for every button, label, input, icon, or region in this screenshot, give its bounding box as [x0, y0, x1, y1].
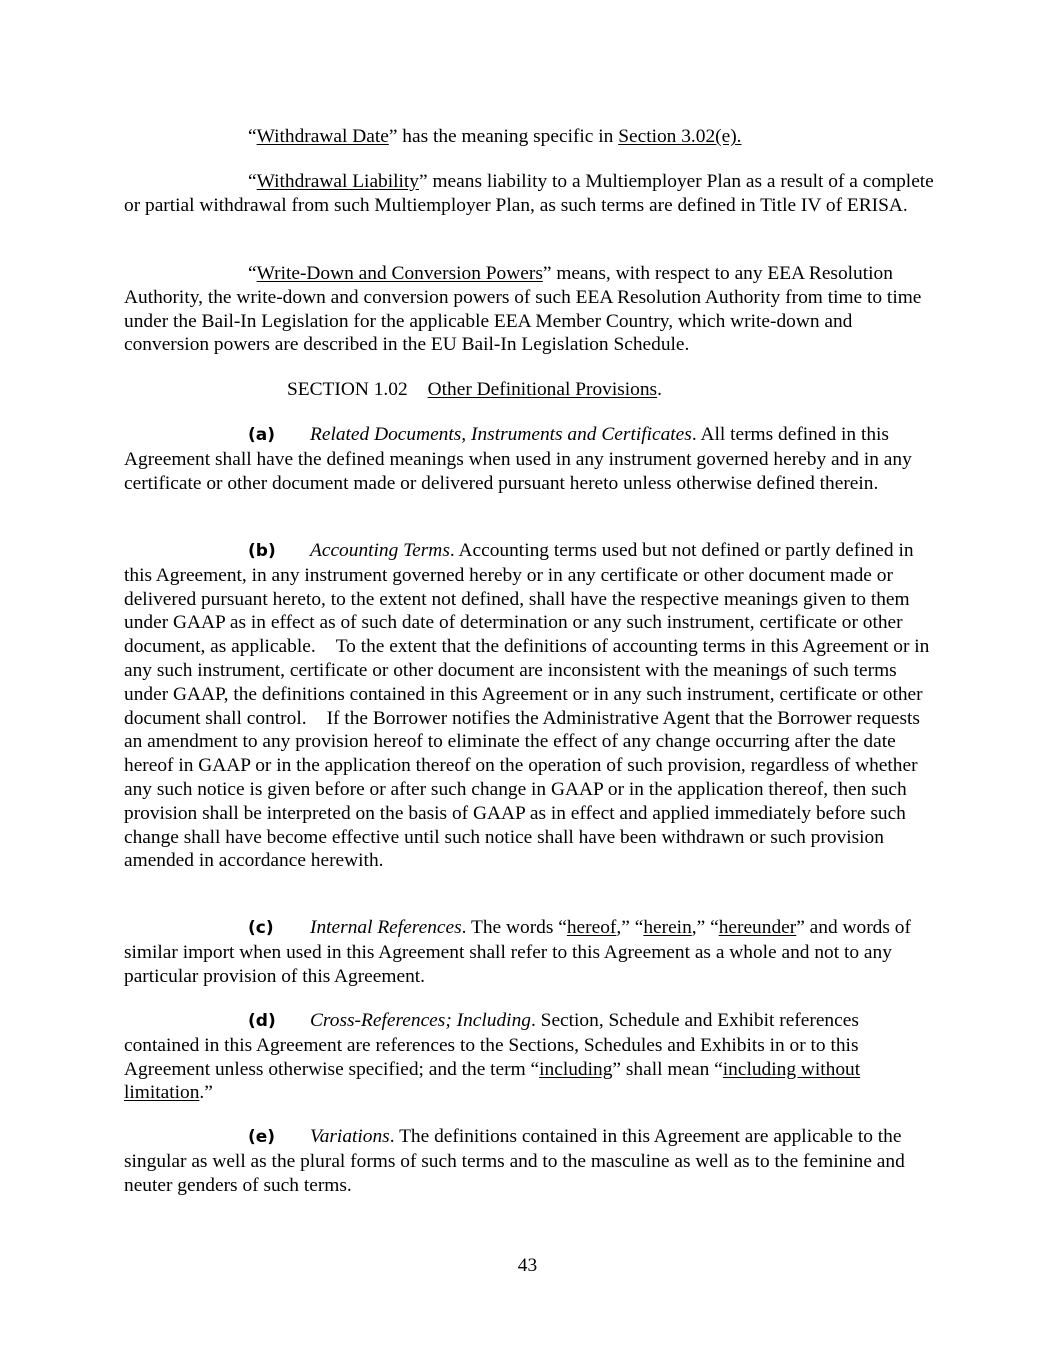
provision-e: (e) Variations. The definitions contained in this Agreement are applicable to the singular as well as the plural forms of such terms and to the masculine as well as to the feminine and neuter genders of such terms.	[124, 1126, 905, 1196]
provision-label: (e)	[248, 1127, 276, 1147]
definition-write-down-conversion-powers: “Write-Down and Conversion Powers” means, with respect to any EEA Resolution Authority, the write-down and conversion powers of such EEA Resolution Authority from time to time under the Bail-In Legislation for the applicable EEA Member Country, which write-down and conversion powers are described in the EU Bail-In Legislation Schedule.	[124, 263, 922, 356]
provision-c: (c) Internal References. The words “hereof,” “herein,” “hereunder” and words of similar import when used in this Agreement shall refer to this Agreement as a whole and not to any particular provision of this Agreement.	[124, 917, 911, 987]
provision-b: (b) Accounting Terms. Accounting terms used but not defined or partly defined in this Agreement, in any instrument governed hereby or in any certificate or other document made or delivered pursuant hereto, to the extent not defined, shall have the respective meanings given to them under GAAP as in effect as of such date of determination or any such instrument, certificate or other document, as applicable. To the extent that the definitions of accounting terms in this Agreement or in any such instrument, certificate or other document are inconsistent with the meanings of such terms under GAAP, the definitions contained in this Agreement or in any such instrument, certificate or other document shall control. If the Borrower notifies the Administrative Agent that the Borrower requests an amendment to any provision hereof to eliminate the effect of any change occurring after the date hereof in GAAP or in the application thereof on the operation of such provision, regardless of whether any such notice is given before or after such change in GAAP or in the application thereof, then such provision shall be interpreted on the basis of GAAP as in effect and applied immediately before such change shall have become effective until such notice shall have been withdrawn or such provision amended in accordance herewith.	[124, 540, 930, 872]
defined-word: including without limitation	[124, 1058, 861, 1104]
defined-term: Withdrawal Liability	[256, 171, 419, 192]
section-reference-link[interactable]: Section 3.02(e).	[618, 126, 742, 147]
provision-label: (d)	[248, 1011, 276, 1031]
definition-withdrawal-liability: “Withdrawal Liability” means liability to a Multiemployer Plan as a result of a complete or partial withdrawal from such Multiemployer Plan, as such terms are defined in Title IV of ERISA.	[124, 171, 934, 216]
provision-heading: Variations	[310, 1126, 390, 1147]
section-title: Other Definitional Provisions	[427, 379, 658, 400]
provision-heading: Related Documents, Instruments and Certificates	[310, 424, 692, 445]
definition-withdrawal-date: “Withdrawal Date” has the meaning specific in Section 3.02(e).	[248, 126, 742, 147]
section-number: SECTION 1.02	[287, 379, 408, 400]
defined-word: hereof	[566, 917, 617, 938]
provision-label: (c)	[248, 918, 274, 938]
provision-a: (a) Related Documents, Instruments and Certificates. All terms defined in this Agreement shall have the defined meanings when used in any instrument governed hereby and in any certificate or other document made or delivered pursuant hereto unless otherwise defined therein.	[124, 424, 912, 494]
defined-word: herein	[643, 917, 692, 938]
provision-heading: Accounting Terms	[310, 540, 450, 561]
section-heading: SECTION 1.02 Other Definitional Provisions.	[287, 379, 662, 400]
provision-label: (b)	[248, 541, 276, 561]
defined-word: including	[539, 1058, 613, 1080]
provision-heading: Cross-References; Including	[310, 1010, 531, 1031]
defined-term: Write-Down and Conversion Powers	[256, 263, 543, 284]
page-number: 43	[517, 1255, 538, 1276]
defined-word: hereunder	[718, 917, 797, 938]
provision-d: (d) Cross-References; Including. Section, Schedule and Exhibit references contained in this Agreement are references to the Sections, Schedules and Exhibits in or to this Agreement unless otherwise specified; and the term “including” shall mean “including without limitation.”	[124, 1010, 861, 1104]
defined-term: Withdrawal Date	[256, 126, 389, 147]
provision-label: (a)	[248, 425, 276, 445]
provision-heading: Internal References	[310, 917, 462, 938]
